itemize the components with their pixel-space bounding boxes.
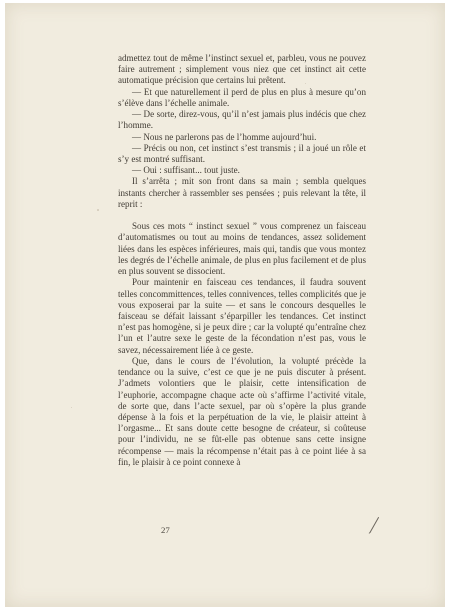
page-number: 27 xyxy=(161,525,170,535)
scanned-page xyxy=(5,3,445,607)
paragraph: Pour maintenir en faisceau ces tendances, il faudra souvent telles concommittences, telles connivences, telles complicités que je vous exposerai par la suite — et sans le concours desquelles le faisceau se défait laissant s’éparpiller les tendances. Cet instinct n’est pas homogène, si je peux dire ; car la volupté qu’entraîne chez l’un et l’autre sexe le geste de la fécondation n’est pas, vous le savez, nécessairement liée à ce geste. xyxy=(118,277,366,355)
body-text xyxy=(118,53,366,468)
pencil-mark-icon xyxy=(368,516,380,534)
paper-speck xyxy=(97,209,99,211)
paragraph: admettez tout de même l’instinct sexuel et, parbleu, vous ne pouvez faire autrement ; simplement vous niez que cet instinct ait cette automatique précision que certains lui prêtent. xyxy=(118,53,366,86)
paragraph: Sous ces mots “ instinct sexuel ” vous comprenez un faisceau d’automatismes ou tout au moins de tendances, assez solidement liées dans les espèces inférieures, mais qui, tandis que vous montez les degrés de l’échelle animale, de plus en plus facilement et de plus en plus souvent se dissocient. xyxy=(118,221,366,277)
paragraph: — Précis ou non, cet instinct s’est transmis ; il a joué un rôle et s’y est montré suffisant. xyxy=(118,142,366,164)
paragraph: — Nous ne parlerons pas de l’homme aujourd’hui. xyxy=(132,131,317,142)
paragraph-gap xyxy=(118,210,366,221)
paragraph: Que, dans le cours de l’évolution, la volupté précède la tendance ou la suive, c’est ce que je ne puis discuter à présent. J’admets volontiers que le plaisir, cette intensification de l’euphorie, accompagne chaque acte où s’affirme l’activité vitale, de sorte que, dans l’acte sexuel, par où s’opère la plus grande dépense à la fois et la perpétuation de la vie, le plaisir atteint à l’orgasme... Et sans doute cette besogne de créateur, si coûteuse pour l’individu, ne se fût-elle pas obtenue sans cette insigne récompense — mais la récompense n’était pas à ce point liée à sa fin, le plaisir à ce point connexe à xyxy=(118,355,366,467)
paper-speck xyxy=(71,407,72,408)
paragraph: Il s’arrêta ; mit son front dans sa main ; sembla quelques instants chercher à rassembler ses pensées ; puis relevant la tête, il reprit : xyxy=(118,176,366,209)
paragraph: — Oui : suffisant... tout juste. xyxy=(132,165,240,176)
paragraph: — Et que naturellement il perd de plus en plus à mesure qu’on s’élève dans l’échelle animale. xyxy=(118,86,366,108)
paragraph: — De sorte, direz-vous, qu’il n’est jamais plus indécis que chez l’homme. xyxy=(118,109,366,131)
